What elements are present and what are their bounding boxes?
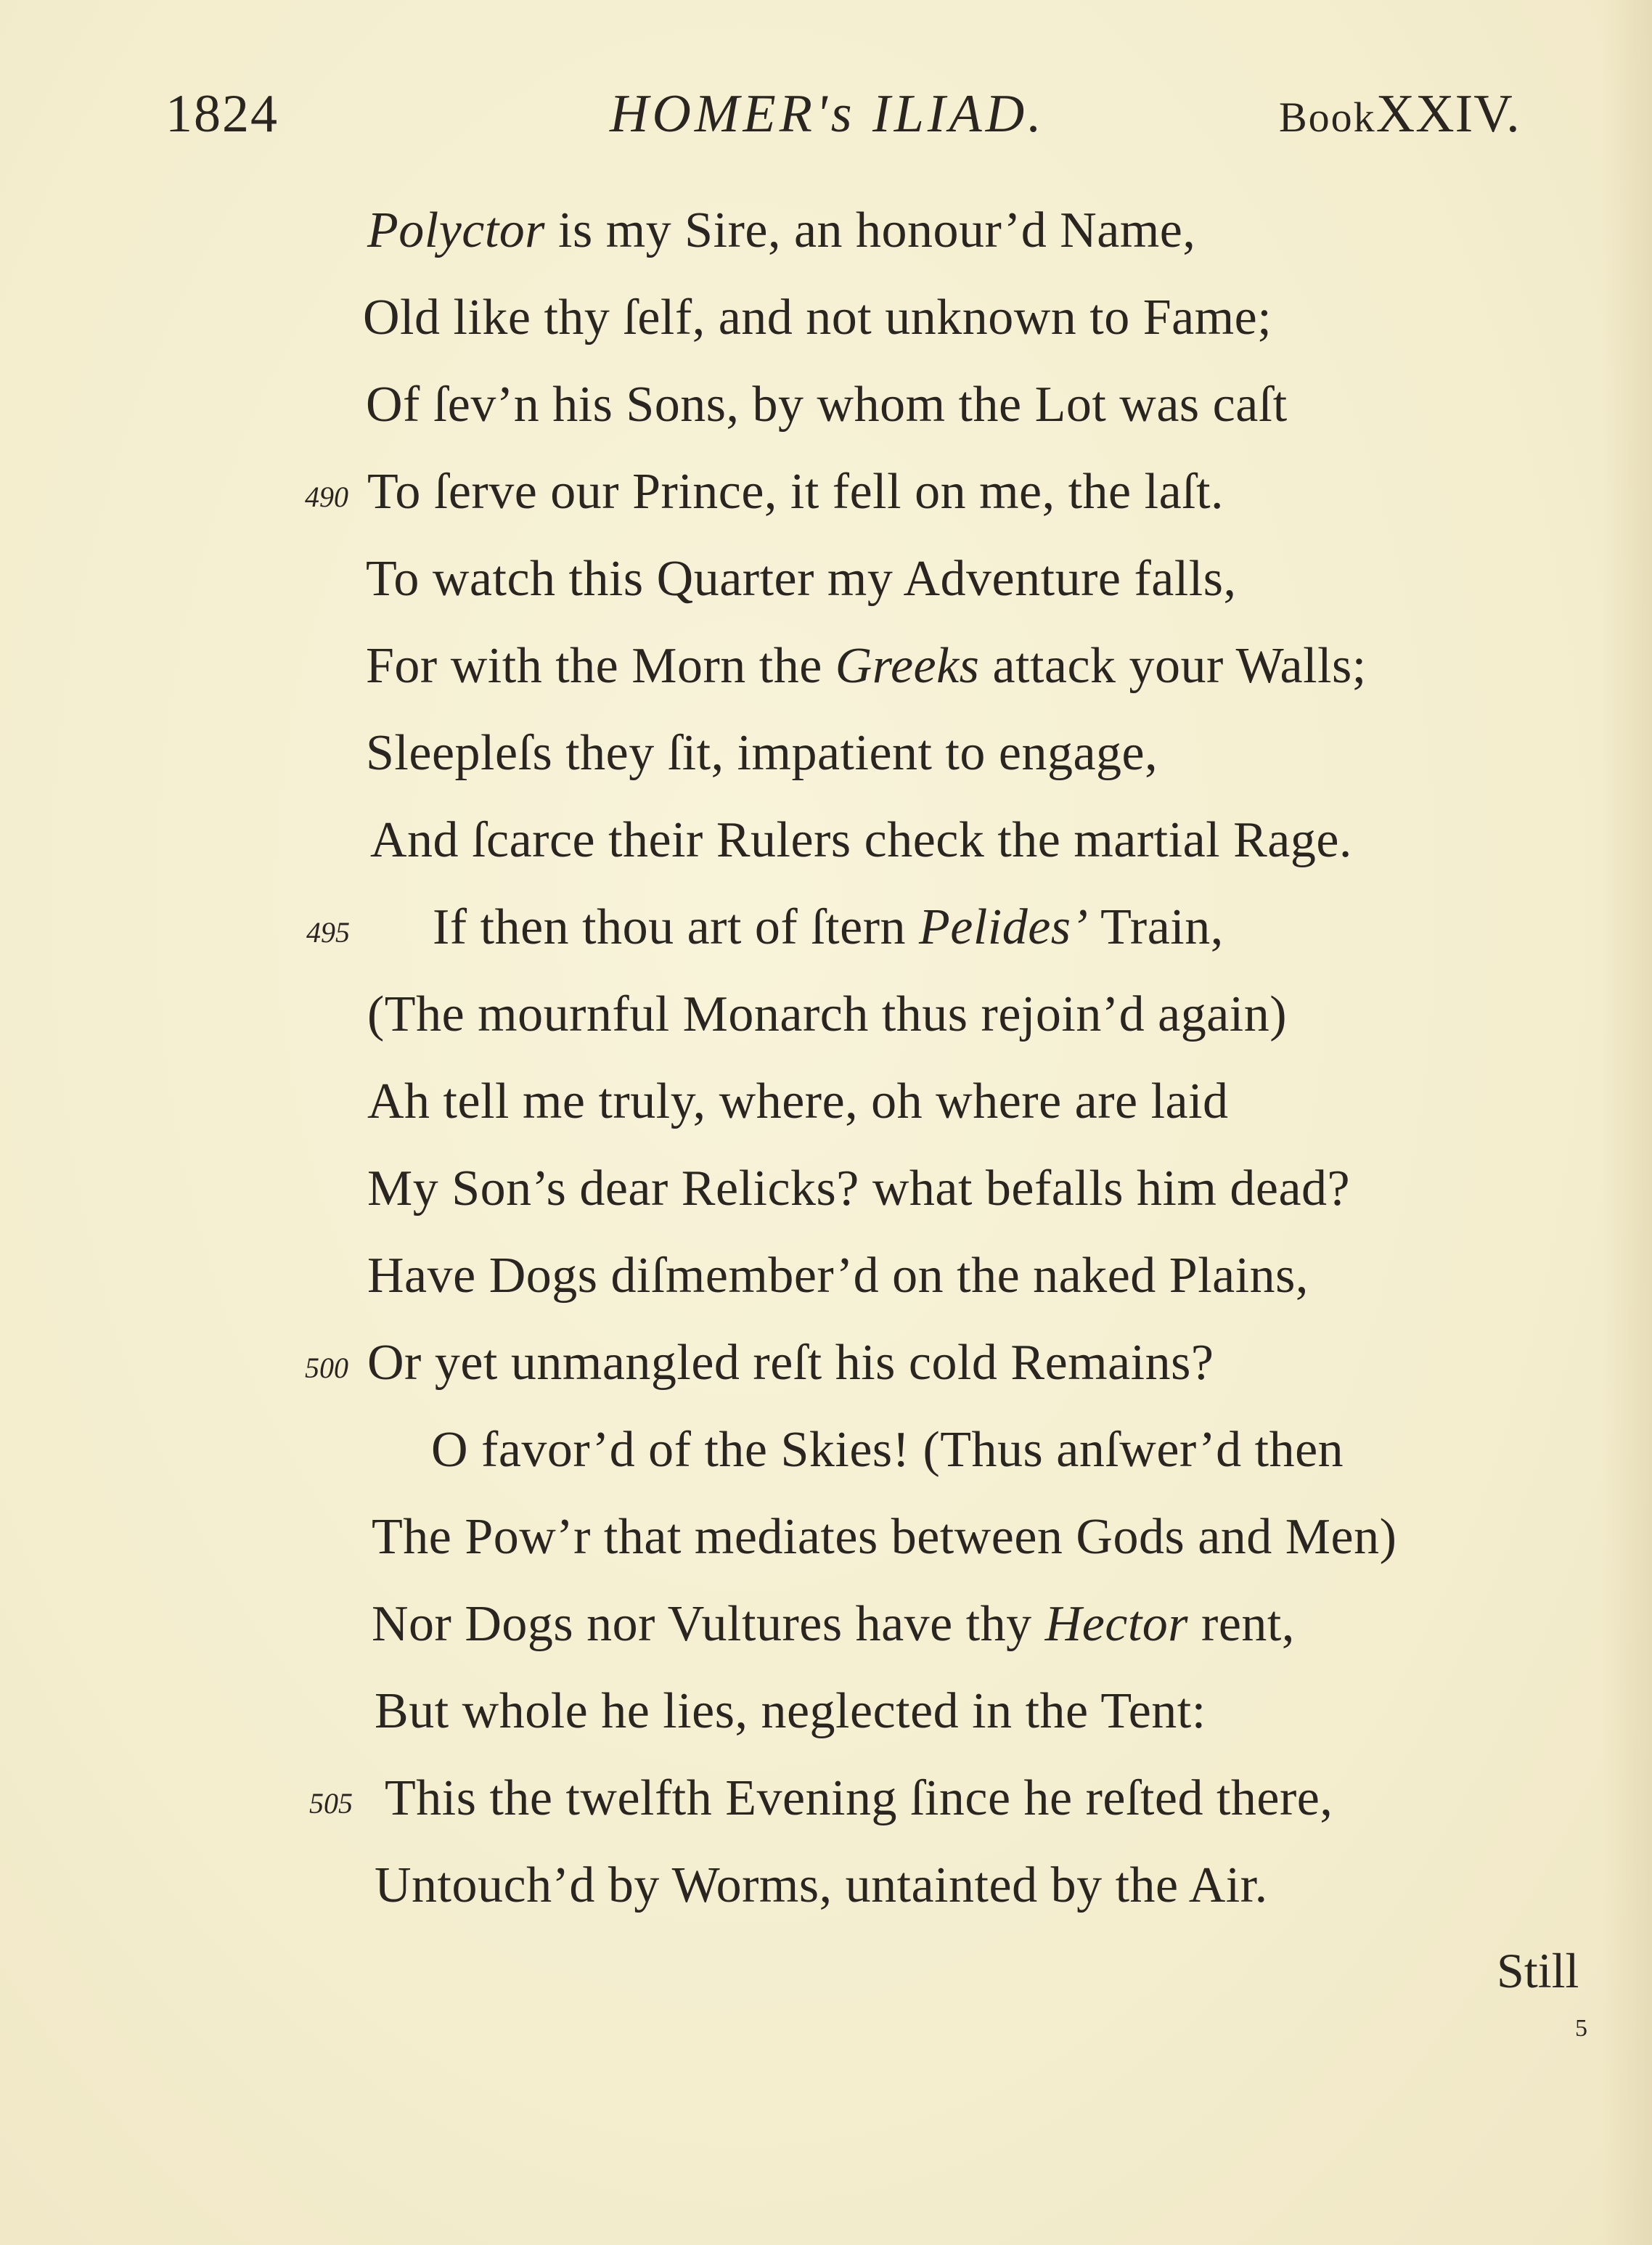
verse-text: is my Sire, an honour’d Name,	[545, 203, 1196, 258]
verse-text: attack your Walls;	[979, 638, 1367, 694]
line-number: 505	[309, 1787, 353, 1820]
verse-line: But whole he lies, neglected in the Tent:	[375, 1683, 1206, 1739]
running-title: HOMER's ILIAD.	[610, 84, 1045, 144]
line-number: 500	[305, 1352, 348, 1384]
verse-line: Untouch’d by Worms, untainted by the Air.	[375, 1857, 1268, 1913]
verse-line: (The mournful Monarch thus rejoin’d again)	[367, 986, 1288, 1042]
gutter-shadow	[1601, 0, 1652, 2245]
verse-line	[433, 884, 1224, 971]
verse-text: For with the Morn the	[366, 638, 835, 694]
book-label	[1279, 81, 1521, 150]
verse-line: My Son’s dear Relicks? what befalls him dead?	[367, 1161, 1351, 1216]
verse-line: This the twelfth Evening ſince he reſted there,	[385, 1770, 1333, 1826]
verse-line: And ſcarce their Rulers check the martial Rage.	[370, 812, 1352, 868]
proper-name: Greeks	[835, 638, 980, 694]
verse-line: Have Dogs diſmember’d on the naked Plains,	[367, 1248, 1309, 1304]
book-number: XXIV.	[1375, 84, 1521, 144]
verse-line: To ſerve our Prince, it fell on me, the laſt.	[367, 464, 1224, 520]
verse-line: Old like thy ſelf, and not unknown to Fame;	[363, 290, 1272, 345]
line-number: 490	[305, 481, 348, 513]
signature-mark: 5	[1575, 2015, 1587, 2042]
page-number: 1824	[165, 84, 279, 144]
verse-line	[367, 187, 1195, 274]
proper-name: Hector	[1044, 1596, 1189, 1652]
line-number: 495	[306, 916, 350, 949]
book-word: Book	[1279, 94, 1376, 141]
verse-text: If then thou art of ſtern	[433, 899, 920, 955]
verse-text: Train,	[1088, 899, 1224, 955]
verse-line: Of ſev’n his Sons, by whom the Lot was caſt	[366, 377, 1288, 433]
catchword: Still	[1497, 1943, 1579, 1998]
verse-text: rent,	[1188, 1596, 1295, 1652]
verse-line: To watch this Quarter my Adventure falls,	[366, 551, 1237, 607]
verse-text: Nor Dogs nor Vultures have thy	[372, 1596, 1045, 1652]
verse-line: Ah tell me truly, where, oh where are laid	[367, 1074, 1229, 1129]
verse-line: The Pow’r that mediates between Gods and Men)	[372, 1509, 1397, 1565]
verse-line	[372, 1581, 1295, 1668]
verse-line: Or yet unmangled reſt his cold Remains?	[367, 1335, 1214, 1391]
verse-line	[366, 623, 1367, 710]
running-header	[0, 81, 1652, 147]
proper-name: Pelides’	[919, 899, 1089, 955]
verse-line: O favor’d of the Skies! (Thus anſwer’d then	[431, 1422, 1344, 1478]
proper-name: Polyctor	[367, 203, 546, 258]
verse-line: Sleepleſs they ſit, impatient to engage,	[366, 725, 1158, 781]
